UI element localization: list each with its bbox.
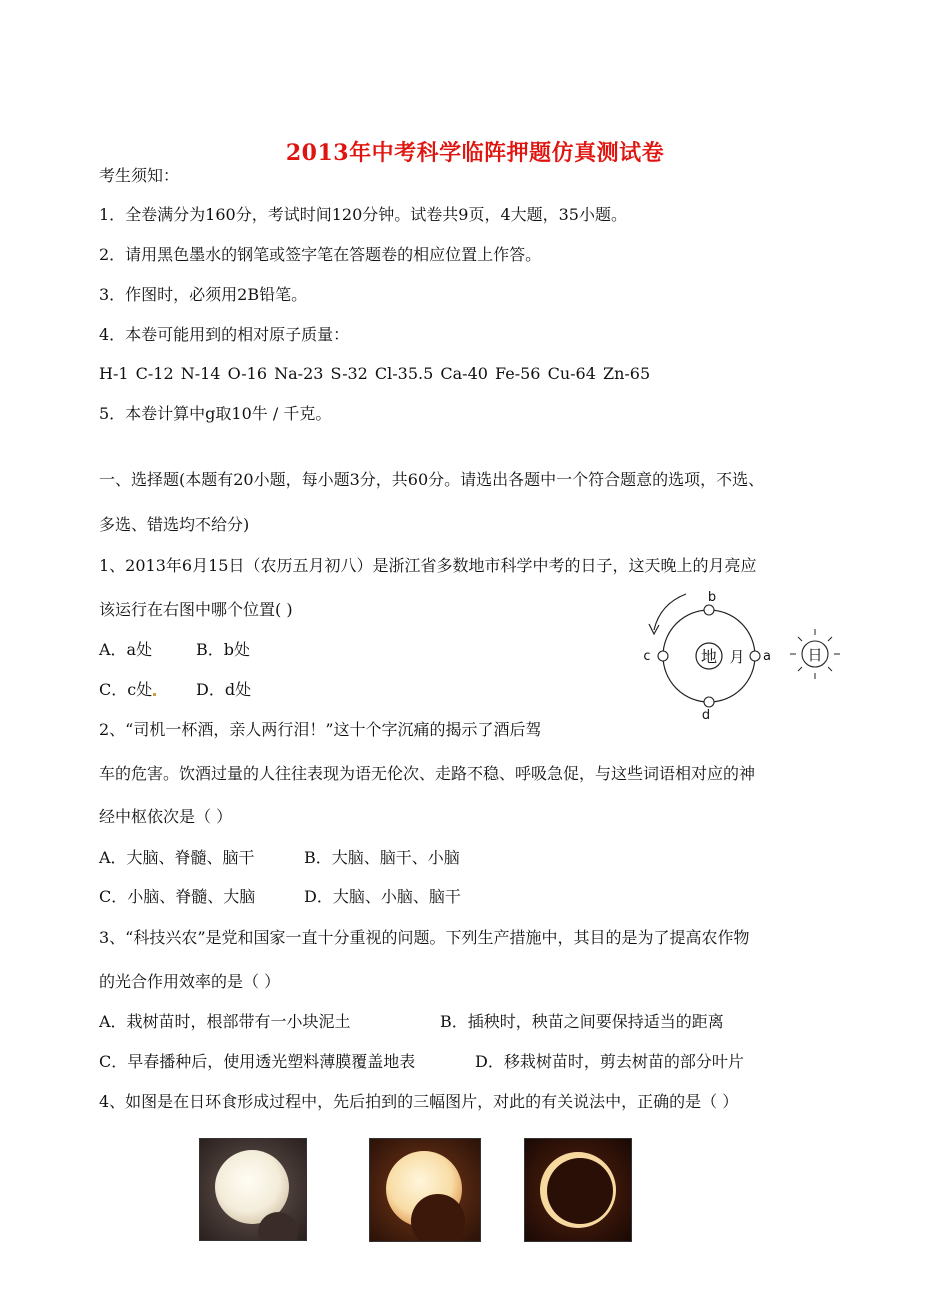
notice-5: 5．本卷计算中g取10牛 / 千克。 [99,404,332,423]
q3-stem-line2: 的光合作用效率的是（ ） [99,972,281,991]
sun-label: 日 [807,646,823,664]
page-title: 2013年中考科学临阵押题仿真测试卷 [285,140,665,166]
position-c-label: c [643,649,651,664]
q2-option-c: C．小脑、脊髓、大脑 [99,887,256,906]
position-c-marker [658,651,668,661]
position-d-label: d [701,708,711,723]
eclipse-photo-2 [369,1138,481,1242]
q1-option-c-text: C．c处 [99,680,153,699]
earth-label: 地 [700,647,718,666]
notice-header: 考生须知： [99,166,180,185]
q1-option-c [99,680,156,700]
orbit-direction-arrow [654,594,686,630]
notice-2: 2．请用黑色墨水的钢笔或签字笔在答题卷的相应位置上作答。 [99,245,542,264]
section1-heading-line2: 多选、错选均不给分) [99,515,250,534]
q2-stem-line2: 车的危害。饮酒过量的人往往表现为语无伦次、走路不稳、呼吸急促，与这些词语相对应的神 [99,764,756,783]
q2-stem-line1: 2、“司机一杯酒，亲人两行泪！”这十个字沉痛的揭示了酒后驾 [99,720,542,739]
eclipse-photo-3 [524,1138,632,1242]
q1-option-d: D．d处 [196,680,252,699]
q3-option-b: B．插秧时，秧苗之间要保持适当的距离 [440,1012,724,1031]
q2-option-b: B．大脑、脑干、小脑 [304,848,460,867]
q3-option-a: A．栽树苗时，根部带有一小块泥土 [99,1012,351,1031]
q2-option-a: A．大脑、脊髓、脑干 [99,848,255,867]
q4-stem-line1: 4、如图是在日环食形成过程中，先后拍到的三幅图片，对此的有关说法中，正确的是（ ） [99,1092,739,1111]
notice-4: 4．本卷可能用到的相对原子质量： [99,325,350,344]
stray-dot [153,693,156,696]
position-a-label: a [763,649,771,664]
q1-option-a: A．a处 [99,640,153,659]
q1-option-b: B．b处 [196,640,251,659]
moon-label: 月 [729,648,745,666]
earth-moon-sun-diagram [636,586,856,726]
position-b-label: b [707,590,717,605]
q3-option-c: C．早春播种后，使用透光塑料薄膜覆盖地表 [99,1052,416,1071]
atomic-masses: H-1 C-12 N-14 O-16 Na-23 S-32 Cl-35.5 Ca-40 Fe-56 Cu-64 Zn-65 [99,364,651,383]
section1-heading-line1: 一、选择题(本题有20小题，每小题3分，共60分。请选出各题中一个符合题意的选项，不选、 [99,470,765,489]
q2-stem-line3: 经中枢依次是（ ） [99,807,233,826]
q3-stem-line1: 3、“科技兴农”是党和国家一直十分重视的问题。下列生产措施中，其目的是为了提高农作物 [99,928,750,947]
position-a-marker [750,651,760,661]
notice-1: 1．全卷满分为160分，考试时间120分钟。试卷共9页，4大题，35小题。 [99,205,627,224]
position-b-marker [704,605,714,615]
position-d-marker [704,697,714,707]
notice-3: 3．作图时，必须用2B铅笔。 [99,285,308,304]
eclipse-photo-1 [199,1138,307,1241]
q1-stem-line1: 1、2013年6月15日（农历五月初八）是浙江省多数地市科学中考的日子，这天晚上的月亮应 [99,556,757,575]
q2-option-d: D．大脑、小脑、脑干 [304,887,461,906]
q1-stem-line2: 该运行在右图中哪个位置( ) [99,600,293,619]
q3-option-d: D．移栽树苗时，剪去树苗的部分叶片 [475,1052,744,1071]
